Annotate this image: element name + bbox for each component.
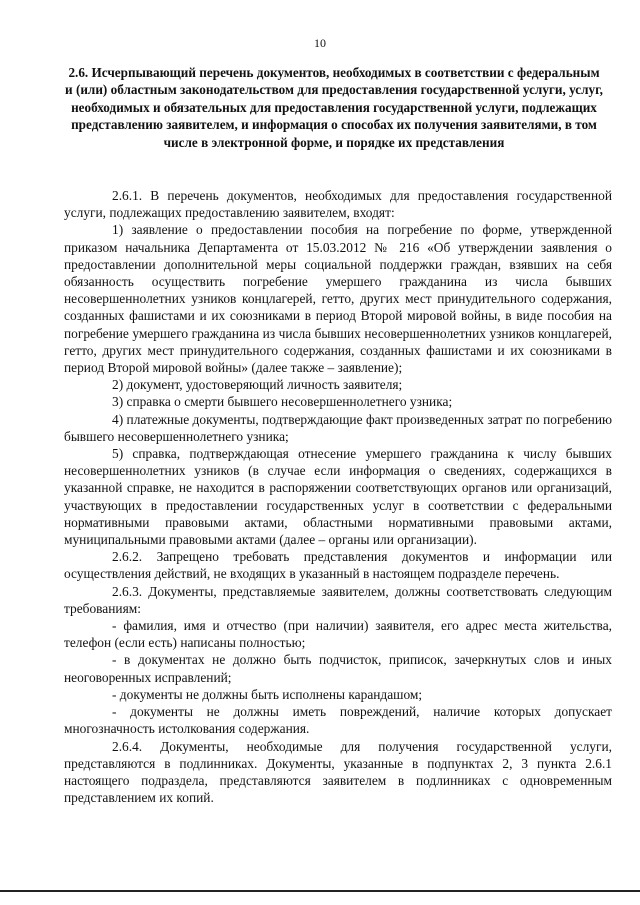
list-item-3: 3) справка о смерти бывшего несовершеннолетнего узника;: [112, 394, 453, 410]
paragraph-2-6-1: 2.6.1. В перечень документов, необходимых для предоставления государственной услуги, подлежащих предоставлению заявителем, входят:: [64, 188, 612, 221]
list-item-2: 2) документ, удостоверяющий личность заявителя;: [112, 377, 403, 393]
bottom-border-line: [0, 890, 640, 892]
paragraph-2-6-2: 2.6.2. Запрещено требовать представления документов и информации или осуществления действий, не входящих в указанный в настоящем подразделе перечень.: [64, 549, 612, 582]
requirement-item: - документы не должны иметь повреждений, наличие которых допускает многозначность истолкования содержания.: [64, 704, 612, 737]
document-body: [64, 187, 612, 806]
requirement-item: - документы не должны быть исполнены карандашом;: [112, 686, 423, 702]
requirement-item: - фамилия, имя и отчество (при наличии) заявителя, его адрес места жительства, телефон (если есть) написаны полностью;: [64, 618, 612, 651]
paragraph-2-6-4: 2.6.4. Документы, необходимые для получения государственной услуги, представляются в подлинниках. Документы, указанные в подпунктах 2, 3 пункта 2.6.1 настоящего подраздела, представляются заявителем в подлинниках с одновременным представлением их копий.: [64, 738, 612, 806]
section-heading: 2.6. Исчерпывающий перечень документов, необходимых в соответствии с федеральным и (или) областным законодательством для предоставления государственной услуги, услуг, необходимых и обязательных для предоставления государственной услуги, подлежащих представлению заявителем, и информация о способах их получения заявителями, в том числе в электронной форме, и порядке их представления: [65, 65, 603, 150]
list-item-5: 5) справка, подтверждающая отнесение умершего гражданина к числу бывших несовершеннолетних узников (в случае если информация о сведениях, содержащихся в указанной справке, не находится в распоряжении соответствующих органов или организаций, участвующих в предоставлении государственных услуг в соответствии с федеральными нормативными правовыми актами, областными нормативными правовыми актами, муниципальными правовыми актами (далее – органы или организации).: [64, 446, 612, 548]
list-item-1: 1) заявление о предоставлении пособия на погребение по форме, утвержденной приказом начальника Департамента от 15.03.2012 № 216 «Об утверждении заявления о предоставлении дополнительной меры социальной поддержки граждан, взявших на себя обязанность осуществить погребение умершего гражданина из числа бывших несовершеннолетних узников концлагерей, гетто, других мест принудительного содержания, созданных фашистами и их союзниками в период Второй мировой войны, в виде пособия на погребение умершего гражданина из числа бывших несовершеннолетних узников концлагерей, гетто, других мест принудительного содержания, созданных фашистами и их союзниками в период Второй мировой войны» (далее также – заявление);: [64, 222, 612, 376]
list-item-4: 4) платежные документы, подтверждающие факт произведенных затрат по погребению бывшего несовершеннолетнего узника;: [64, 411, 612, 444]
requirement-item: - в документах не должно быть подчисток, приписок, зачеркнутых слов и иных неоговоренных исправлений;: [64, 652, 612, 685]
page-number: 10: [314, 36, 326, 50]
paragraph-2-6-3: 2.6.3. Документы, представляемые заявителем, должны соответствовать следующим требованиям:: [64, 583, 612, 616]
